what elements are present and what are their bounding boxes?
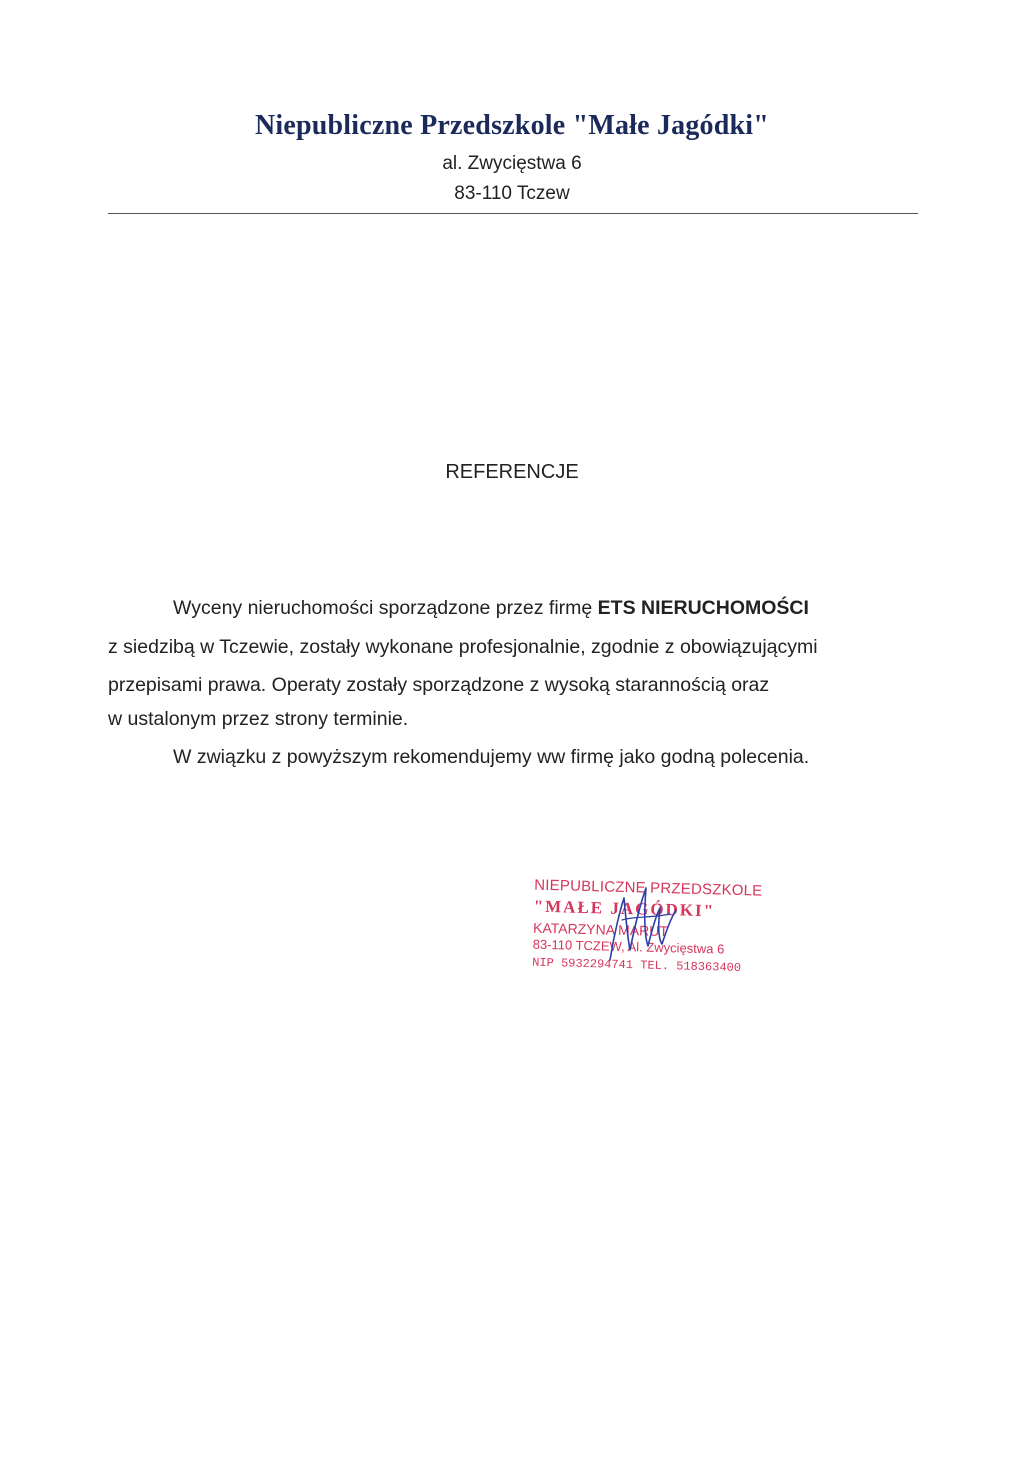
stamp-line-2: "MAŁE JAGÓDKI"	[533, 896, 716, 921]
stamp-line-4: 83-110 TCZEW, Al. Zwycięstwa 6	[532, 936, 725, 957]
signature-underline	[622, 914, 670, 920]
address-street: al. Zwycięstwa 6	[442, 153, 582, 174]
body-line-2: z siedzibą w Tczewie, zostały wykonane profesjonalnie, zgodnie z obowiązującymi	[108, 636, 818, 658]
org-name: Niepubliczne Przedszkole "Małe Jagódki"	[254, 110, 770, 141]
body-line-1	[173, 597, 993, 620]
handwritten-signature	[600, 880, 690, 970]
body-line-4: w ustalonym przez strony terminie.	[108, 708, 409, 730]
address-city: 83-110 Tczew	[454, 183, 570, 204]
body-line-5: W związku z powyższym rekomendujemy ww firmę jako godną polecenia.	[173, 746, 810, 768]
firm-name: ETS NIERUCHOMOŚCI	[597, 597, 809, 619]
body-line-1-text: Wyceny nieruchomości sporządzone przez firmę	[173, 597, 598, 619]
document-heading: REFERENCJE	[445, 461, 579, 483]
stamp-line-3: KATARZYNA MARUT	[532, 919, 669, 940]
stamp-line-5: NIP 5932294741 TEL. 518363400	[532, 955, 742, 976]
stamp-line-1: NIEPUBLICZNE PRZEDSZKOLE	[534, 876, 763, 900]
signature-stroke	[610, 888, 676, 960]
letterhead-divider	[108, 213, 918, 214]
body-line-3: przepisami prawa. Operaty zostały sporządzone z wysoką starannością oraz	[108, 674, 770, 696]
